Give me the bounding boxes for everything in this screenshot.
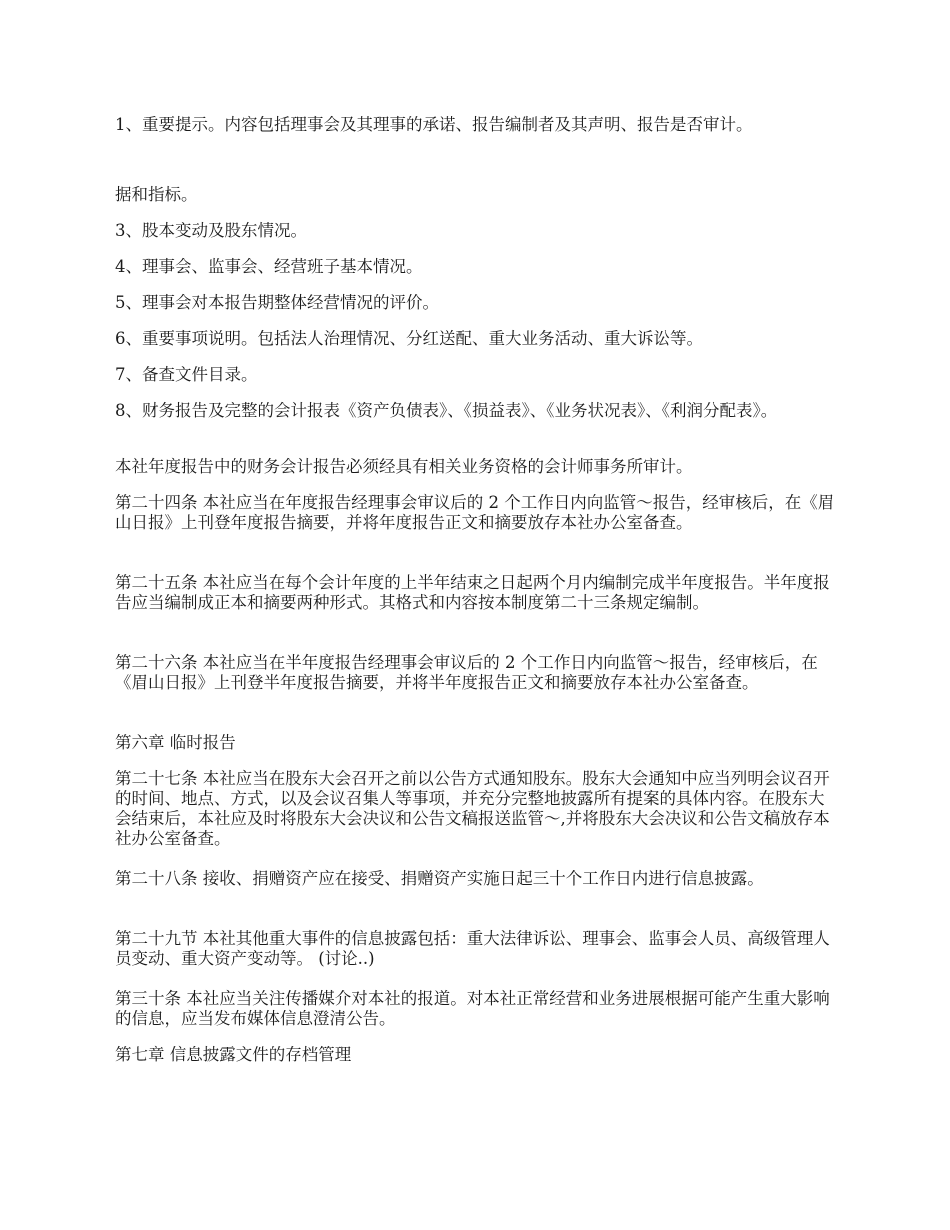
chapter-6-heading: 第六章 临时报告: [115, 733, 236, 752]
paragraph-article-29: 第二十九节 本社其他重大事件的信息披露包括：重大法律诉讼、理事会、监事会人员、高级管理人员变动、重大资产变动等。 (讨论..): [115, 929, 830, 968]
paragraph-item-4: 4、理事会、监事会、经营班子基本情况。: [115, 257, 423, 276]
paragraph-item-5: 5、理事会对本报告期整体经营情况的评价。: [115, 293, 439, 312]
paragraph-item-6: 6、重要事项说明。包括法人治理情况、分红送配、重大业务活动、重大诉讼等。: [115, 329, 703, 348]
paragraph-article-26: 第二十六条 本社应当在半年度报告经理事会审议后的 2 个工作日内向监管～报告，经审核后，在《眉山日报》上刊登半年度报告摘要，并将半年度报告正文和摘要放存本社办公室备查。: [115, 653, 818, 692]
paragraph-article-25: 第二十五条 本社应当在每个会计年度的上半年结束之日起两个月内编制完成半年度报告。半年度报告应当编制成正本和摘要两种形式。其格式和内容按本制度第二十三条规定编制。: [115, 573, 830, 612]
paragraph-item-3: 3、股本变动及股东情况。: [115, 221, 307, 240]
chapter-7-heading: 第七章 信息披露文件的存档管理: [115, 1045, 352, 1064]
paragraph-article-30: 第三十条 本社应当关注传播媒介对本社的报道。对本社正常经营和业务进展根据可能产生重大影响的信息，应当发布媒体信息澄清公告。: [115, 989, 830, 1028]
paragraph-data-indicators: 据和指标。: [115, 185, 198, 204]
paragraph-important-notice: 1、重要提示。内容包括理事会及其理事的承诺、报告编制者及其声明、报告是否审计。: [115, 115, 753, 134]
paragraph-item-8: 8、财务报告及完整的会计报表《资产负债表》、《损益表》、《业务状况表》、《利润分配表》。: [115, 401, 778, 420]
paragraph-item-7: 7、备查文件目录。: [115, 365, 258, 384]
paragraph-article-27: 第二十七条 本社应当在股东大会召开之前以公告方式通知股东。股东大会通知中应当列明会议召开的时间、地点、方式，以及会议召集人等事项，并充分完整地披露所有提案的具体内容。在股东大会结束后，本社应及时将股东大会决议和公告文稿报送监管～,并将股东大会决议和公告文稿放存本社办公室备查。: [115, 769, 830, 848]
paragraph-article-24: 第二十四条 本社应当在年度报告经理事会审议后的 2 个工作日内向监管～报告，经审核后，在《眉山日报》上刊登年度报告摘要，并将年度报告正文和摘要放存本社办公室备查。: [115, 493, 835, 532]
paragraph-audit-requirement: 本社年度报告中的财务会计报告必须经具有相关业务资格的会计师事务所审计。: [115, 457, 693, 476]
paragraph-article-28: 第二十八条 接收、捐赠资产应在接受、捐赠资产实施日起三十个工作日内进行信息披露。: [115, 869, 764, 888]
